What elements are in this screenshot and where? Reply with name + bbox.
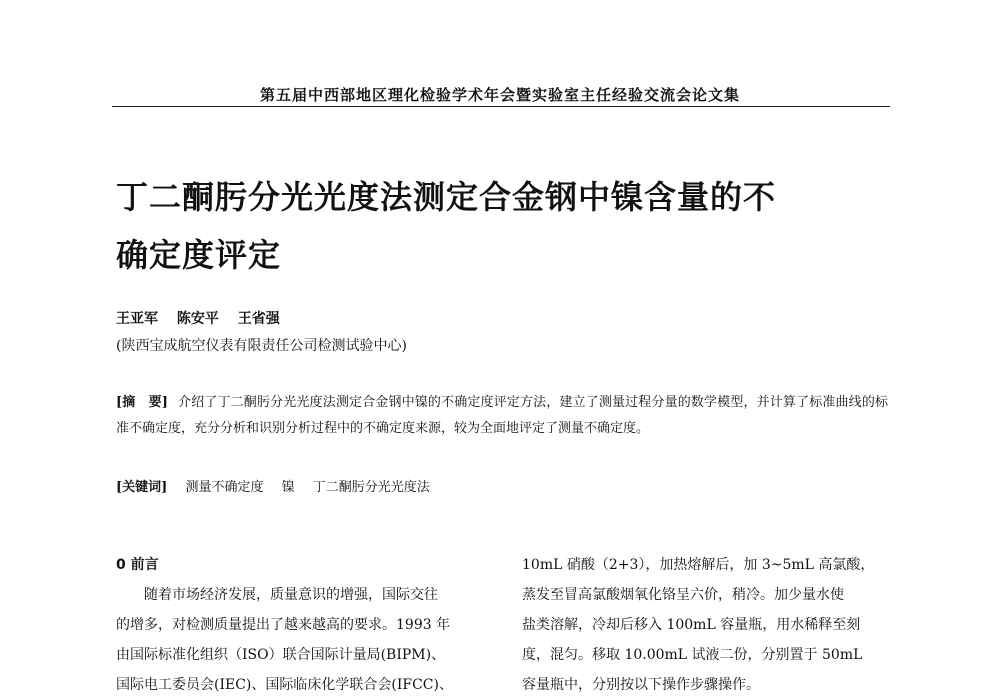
body-line: 由国际标准化组织（ISO）联合国际计量局(BIPM)、 <box>116 647 446 663</box>
title-line-1: 丁二酮肟分光光度法测定合金钢中镍含量的不 <box>116 178 777 216</box>
body-line: 的增多，对检测质量提出了越来越高的要求。1993 年 <box>116 617 451 633</box>
running-header: 第五届中西部地区理化检验学术年会暨实验室主任经验交流会论文集 <box>259 86 740 104</box>
paper-title <box>116 168 876 284</box>
abstract <box>116 390 888 442</box>
author: 陈安平 <box>176 311 219 327</box>
author: 王省强 <box>237 311 280 327</box>
keyword: 丁二酮肟分光光度法 <box>312 480 430 495</box>
keyword: 测量不确定度 <box>185 480 264 495</box>
body-column-right <box>522 550 892 700</box>
abstract-label: [摘 要] <box>116 395 168 410</box>
author-list <box>116 308 294 328</box>
title-line-2: 确定度评定 <box>116 236 282 274</box>
author: 王亚军 <box>116 311 158 327</box>
body-column-left <box>116 550 500 700</box>
body-line: 蒸发至冒高氯酸烟氧化铬呈六价，稍冷。加少量水使 <box>522 587 844 603</box>
keyword: 镍 <box>281 480 295 495</box>
abstract-text: 介绍了丁二酮肟分光光度法测定合金钢中镍的不确定度评定方法，建立了测量过程分量的数学模型，并计算了标准曲线的标准不确定度，充分分析和识别分析过程中的不确定度来源，较为全面地评定了测量不确定度。 <box>116 395 888 436</box>
affiliation: (陕西宝成航空仪表有限责任公司检测试验中心) <box>116 338 407 354</box>
header-rule <box>112 106 890 107</box>
body-line: 度，混匀。移取 10.00mL 试液二份，分别置于 50mL <box>522 647 863 663</box>
section-heading: 0 前言 <box>116 557 159 573</box>
body-line: 随着市场经济发展，质量意识的增强，国际交往 <box>144 587 438 603</box>
body-line: 国际电工委员会(IEC)、国际临床化学联合会(IFCC)、 <box>116 677 453 693</box>
body-line: 容量瓶中，分别按以下操作步骤操作。 <box>522 677 760 693</box>
body-line: 盐类溶解，冷却后移入 100mL 容量瓶，用水稀释至刻 <box>522 617 861 633</box>
keywords-label: [关键词] <box>116 480 168 495</box>
body-line: 10mL 硝酸（2+3），加热熔解后，加 3~5mL 高氯酸， <box>522 557 875 573</box>
keywords <box>116 476 888 495</box>
